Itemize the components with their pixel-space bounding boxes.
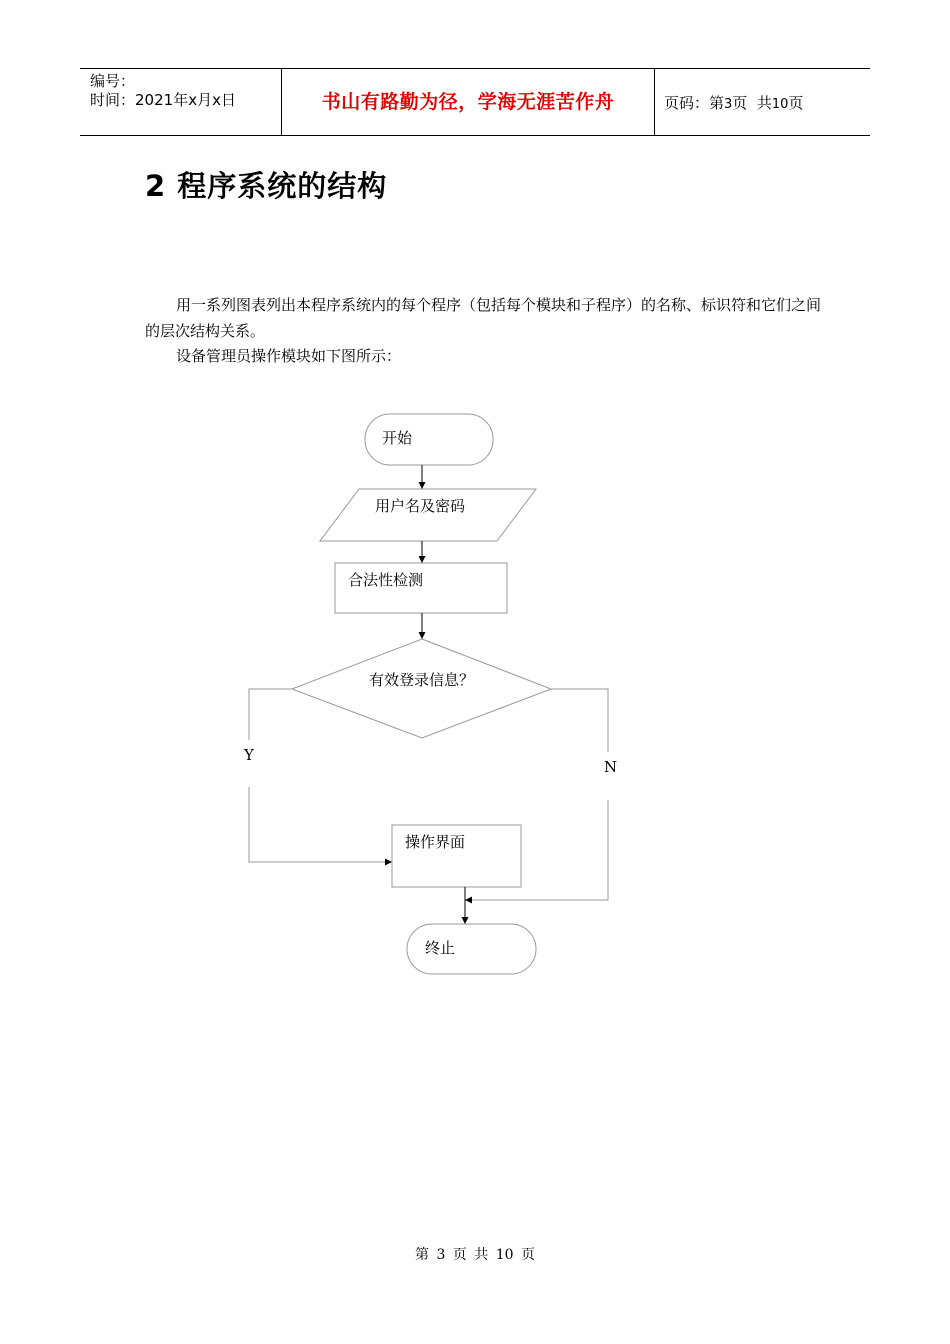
operation-label: 操作界面 <box>405 833 466 851</box>
header-time-label: 时间： <box>90 91 136 109</box>
start-label: 开始 <box>382 429 413 447</box>
header-number-label: 编号： <box>90 72 136 90</box>
yes-branch-lower <box>249 787 392 862</box>
input-label: 用户名及密码 <box>375 497 466 515</box>
yes-label: Y <box>244 746 254 764</box>
header-page-total-label: 共 <box>756 94 772 112</box>
page-footer: 第 3 页 共 10 页 <box>415 1247 535 1263</box>
header-motto: 书山有路勤为径，学海无涯苦作舟 <box>281 69 655 135</box>
end-label: 终止 <box>425 939 456 957</box>
header-page-unit: 页 <box>732 94 748 112</box>
section-heading: 2 程序系统的结构 <box>145 169 388 203</box>
yes-branch-upper <box>249 689 292 740</box>
check-label: 合法性检测 <box>348 571 424 589</box>
decision-label: 有效登录信息？ <box>369 671 475 689</box>
intro-paragraph: 用一系列图表列出本程序系统内的每个程序（包括每个模块和子程序）的名称、标识符和它们之间 的层次结构关系。 <box>145 296 822 340</box>
header-page-label: 页码：第 <box>664 94 725 112</box>
header-page-total-unit: 页 <box>788 94 804 112</box>
header-page-total: 10 <box>771 97 789 112</box>
no-branch-upper <box>551 689 608 752</box>
diagram-intro-paragraph: 设备管理员操作模块如下图所示： <box>176 347 402 365</box>
no-label: N <box>604 758 618 776</box>
header-time-value: 2021年x月x日 <box>135 91 236 109</box>
header-page-current: 3 <box>724 97 733 112</box>
